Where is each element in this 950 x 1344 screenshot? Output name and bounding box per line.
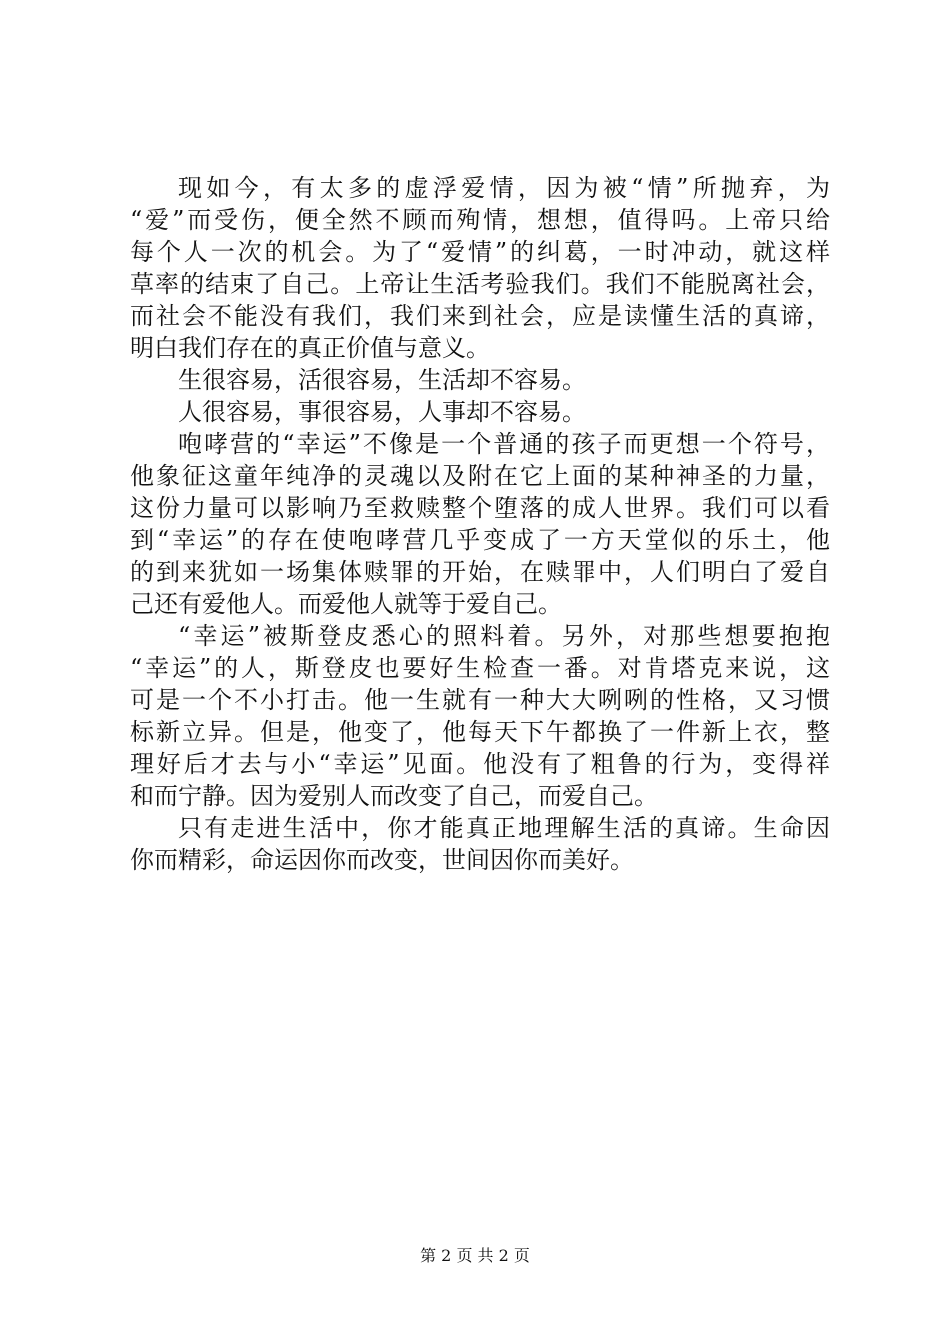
text-line: “幸运”的人，斯登皮也要好生检查一番。对肯塔克来说，这: [130, 654, 830, 682]
paragraph-5: [130, 620, 830, 812]
text-line: 你而精彩，命运因你而改变，世间因你而美好。: [130, 846, 634, 874]
text-line: 这份力量可以影响乃至救赎整个堕落的成人世界。我们可以看: [130, 494, 830, 522]
text-line: “爱”而受伤，便全然不顾而殉情，想想，值得吗。上帝只给: [130, 206, 830, 234]
text-line: 己还有爱他人。而爱他人就等于爱自己。: [130, 590, 562, 618]
paragraph-4: [130, 428, 830, 620]
paragraph-6: [130, 812, 830, 876]
text-line: 草率的结束了自己。上帝让生活考验我们。我们不能脱离社会，: [130, 270, 830, 298]
page-number-label: 第 2 页 共 2 页: [420, 1246, 530, 1265]
text-line: 而社会不能没有我们，我们来到社会，应是读懂生活的真谛，: [130, 302, 830, 330]
text-line: 生很容易，活很容易，生活却不容易。: [178, 366, 586, 394]
text-line: 到“幸运”的存在使咆哮营几乎变成了一方天堂似的乐土，他: [130, 526, 830, 554]
text-line: 每个人一次的机会。为了“爱情”的纠葛，一时冲动，就这样: [130, 238, 830, 266]
paragraph-1: [130, 172, 830, 364]
text-line: 人很容易，事很容易，人事却不容易。: [178, 398, 586, 426]
text-line: 明白我们存在的真正价值与意义。: [130, 334, 490, 362]
text-line: 只有走进生活中，你才能真正地理解生活的真谛。生命因: [178, 814, 830, 842]
page-footer: [0, 1244, 950, 1268]
body-text: [130, 172, 830, 876]
text-line: “幸运”被斯登皮悉心的照料着。另外，对那些想要抱抱: [178, 622, 830, 650]
text-line: 和而宁静。因为爱别人而改变了自己，而爱自己。: [130, 782, 658, 810]
text-line: 咆哮营的“幸运”不像是一个普通的孩子而更想一个符号，: [178, 430, 830, 458]
text-line: 的到来犹如一场集体赎罪的开始，在赎罪中，人们明白了爱自: [130, 558, 830, 586]
text-line: 可是一个不小打击。他一生就有一种大大咧咧的性格，又习惯: [130, 686, 830, 714]
paragraph-3: [130, 396, 830, 428]
text-line: 标新立异。但是，他变了，他每天下午都换了一件新上衣，整: [130, 718, 830, 746]
paragraph-2: [130, 364, 830, 396]
text-line: 他象征这童年纯净的灵魂以及附在它上面的某种神圣的力量，: [130, 462, 830, 490]
text-line: 理好后才去与小“幸运”见面。他没有了粗鲁的行为，变得祥: [130, 750, 830, 778]
text-line: 现如今，有太多的虚浮爱情，因为被“情”所抛弃，为: [178, 174, 830, 202]
